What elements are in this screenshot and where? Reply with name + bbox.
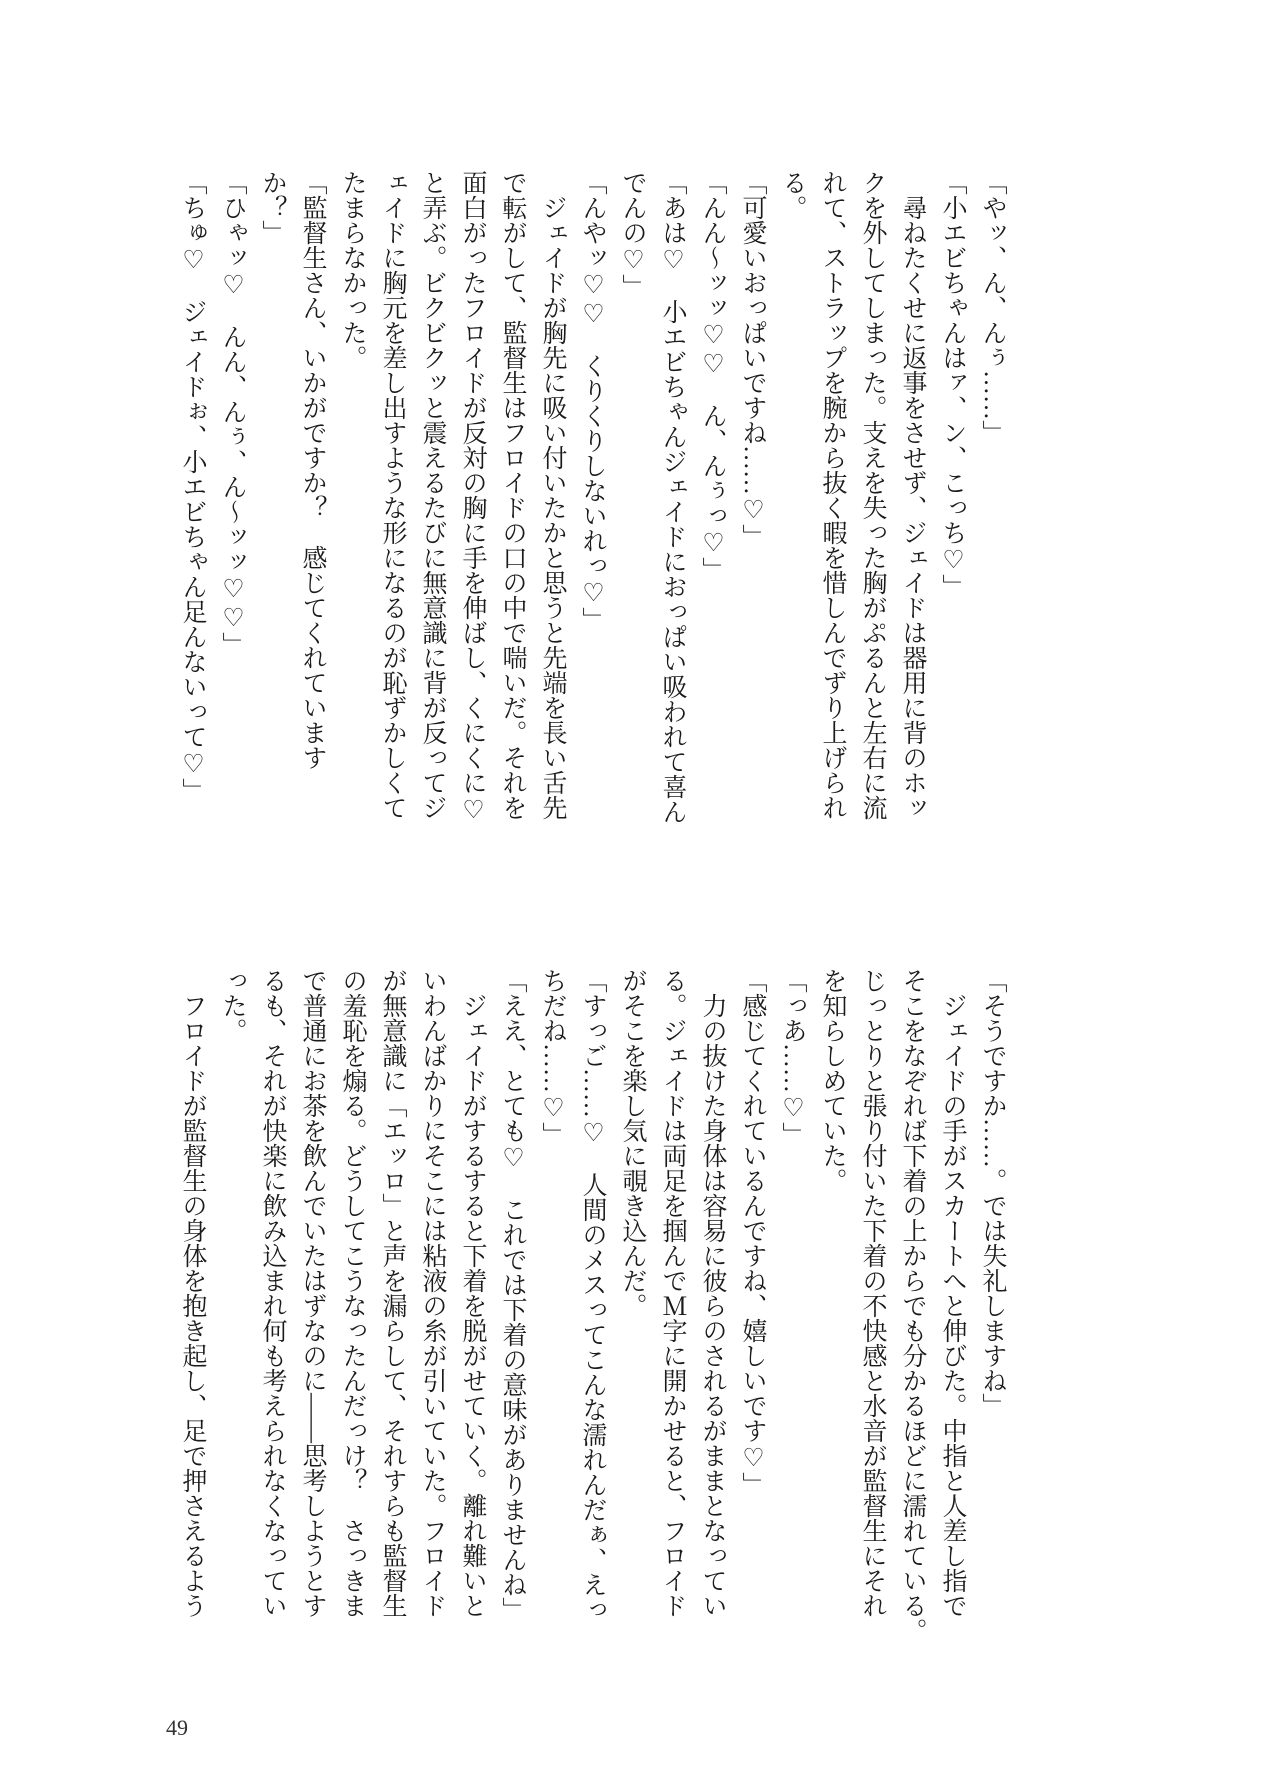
text-line: がそこを楽し気に覗き込んだ。 (619, 968, 646, 1318)
text-line: でんの♡」 (619, 170, 646, 299)
text-line: 「監督生さん、いかがですか？ 感じてくれています (299, 170, 326, 770)
text-line: ェイドに胸元を差し出すような形になるのが恥ずかしくて (379, 170, 406, 820)
text-line: の羞恥を煽る。どうしてこうなったんだっけ？ さっきま (339, 968, 366, 1618)
text-line: ちだね……♡」 (539, 968, 566, 1147)
text-line: 「ひゃッ♡ んん、んぅ、ん〜ッッ♡♡」 (219, 170, 246, 657)
text-line: 「あは♡ 小エビちゃんジェイドにおっぱい吸われて喜ん (659, 170, 686, 824)
text-line: を知らしめていた。 (819, 968, 846, 1193)
text-line: った。 (219, 968, 246, 1043)
text-line: いわんばかりにそこには粘液の糸が引いていた。フロイド (419, 968, 446, 1618)
text-line: る。 (779, 170, 806, 220)
text-line: で普通にお茶を飲んでいたはずなのに――思考しようとす (299, 968, 326, 1618)
text-line: る。ジェイドは両足を掴んでＭ字に開かせると、フロイド (659, 968, 686, 1618)
text-line: れて、ストラップを腕から抜く暇を惜しんでずり上げられ (819, 170, 846, 820)
text-line: るも、それが快楽に飲み込まれ何も考えられなくなってい (259, 968, 286, 1618)
text-line: じっとりと張り付いた下着の不快感と水音が監督生にそれ (859, 968, 886, 1618)
text-line: クを外してしまった。支えを失った胸がぷるんと左右に流 (859, 170, 886, 820)
text-line: ジェイドの手がスカートへと伸びた。中指と人差し指で (939, 968, 966, 1618)
text-block-top (172, 170, 1012, 824)
text-line: 尋ねたくせに返事をさせず、ジェイドは器用に背のホッ (899, 170, 926, 820)
text-line: 面白がったフロイドが反対の胸に手を伸ばし、くにくに♡ (459, 170, 486, 824)
text-line: ジェイドが胸先に吸い付いたかと思うと先端を長い舌先 (539, 170, 566, 820)
text-block-bottom (172, 968, 1012, 1643)
text-line: 「んん〜ッッ♡♡ ん、んぅっ♡」 (699, 170, 726, 582)
text-line: 「ええ、とても♡ これでは下着の意味がありませんね」 (499, 968, 526, 1622)
text-line: たまらなかった。 (339, 170, 366, 370)
text-line: 「っあ……♡」 (779, 968, 806, 1147)
text-line: 「小エビちゃんはァ、ン、こっち♡」 (939, 170, 966, 599)
text-line: ジェイドがするすると下着を脱がせていく。離れ難いと (459, 968, 486, 1618)
text-line: 「やッ、ん、んぅ……」 (979, 170, 1006, 445)
text-line: フロイドが監督生の身体を抱き起し、足で押さえるよう (179, 968, 206, 1618)
text-line: で転がして、監督生はフロイドの口の中で喘いだ。それを (499, 170, 526, 820)
text-line: 「すっご……♡ 人間のメスってこんな濡れんだぁ、えっ (579, 968, 606, 1622)
text-line: 「そうですか……。では失礼しますね」 (979, 968, 1006, 1418)
text-line: そこをなぞれば下着の上からでも分かるほどに濡れている。 (899, 968, 926, 1643)
text-line: 「んやッ♡♡ くりくりしないれっ♡」 (579, 170, 606, 632)
text-line: が無意識に「エッロ」と声を漏らして、それすらも監督生 (379, 968, 406, 1618)
text-line: 「可愛いおっぱいですね……♡」 (739, 170, 766, 549)
text-line: 力の抜けた身体は容易に彼らのされるがままとなってい (699, 968, 726, 1618)
page-number: 49 (166, 1715, 188, 1740)
text-line: か？」 (259, 170, 286, 245)
text-line: 「ちゅ♡ ジェイドぉ、小エビちゃん足んないって♡」 (179, 170, 206, 803)
text-line: と弄ぶ。ビクビクッと震えるたびに無意識に背が反ってジ (419, 170, 446, 820)
text-line: 「感じてくれているんですね、嬉しいです♡」 (739, 968, 766, 1497)
